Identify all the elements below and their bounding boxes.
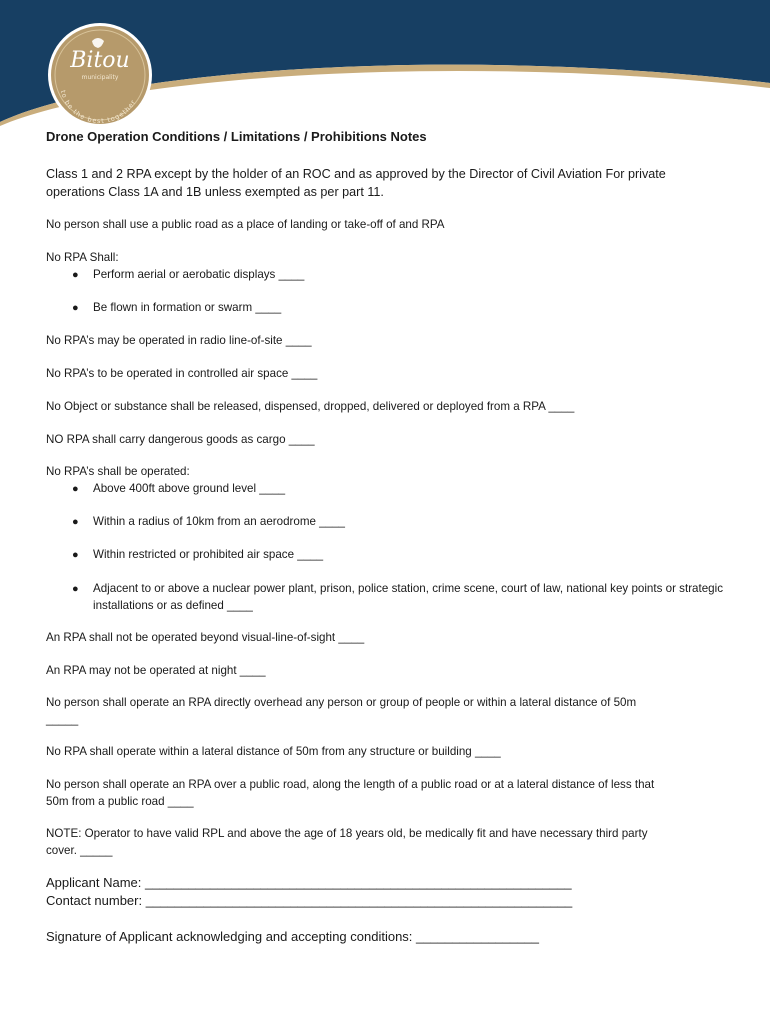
applicant-name-field[interactable]: Applicant Name: ___________________________________________________________ <box>46 875 572 890</box>
note-line-1: NOTE: Operator to have valid RPL and above the age of 18 years old, be medically fit and have necessary third party <box>46 827 648 840</box>
contact-number-field[interactable]: Contact number: ___________________________________________________________ <box>46 893 573 908</box>
note-line-2: cover. _____ <box>46 844 113 857</box>
logo-subtitle: municipality <box>81 74 119 81</box>
document-title: Drone Operation Conditions / Limitations / Prohibitions Notes <box>46 129 427 144</box>
public-road-line-2: 50m from a public road ____ <box>46 795 194 808</box>
bullet-icon: ● <box>72 516 79 528</box>
structure-rule-text: No RPA shall operate within a lateral distance of 50m from any structure or building ____ <box>46 745 501 758</box>
logo-motto: to be the best together <box>58 89 138 126</box>
bullet-icon: ● <box>72 549 79 561</box>
signature-field[interactable]: Signature of Applicant acknowledging and accepting conditions: _________________ <box>46 929 539 944</box>
logo-wordmark: Bitou <box>70 48 130 73</box>
operated-heading: No RPA’s shall be operated: <box>46 465 190 478</box>
overhead-line-1: No person shall operate an RPA directly overhead any person or group of people or within a lateral distance of 50m <box>46 696 637 709</box>
intro-line-1: Class 1 and 2 RPA except by the holder of an ROC and as approved by the Director of Civil Aviation For private <box>46 167 666 181</box>
public-road-line-1: No person shall operate an RPA over a public road, along the length of a public road or at a lateral distance of less that <box>46 778 655 791</box>
bitou-logo <box>46 21 154 129</box>
controlled-airspace-text: No RPA’s to be operated in controlled air space ____ <box>46 367 318 380</box>
road-rule-text: No person shall use a public road as a place of landing or take-off of and RPA <box>46 218 445 231</box>
bullet-icon: ● <box>72 583 79 595</box>
radio-rule-text: No RPA’s may be operated in radio line-of-site ____ <box>46 334 312 347</box>
object-release-text: No Object or substance shall be released, dispensed, dropped, delivered or deployed from a RPA ____ <box>46 400 575 413</box>
no-rpa-shall-heading: No RPA Shall: <box>46 251 119 264</box>
night-rule-text: An RPA may not be operated at night ____ <box>46 664 266 677</box>
bullet-icon: ● <box>72 269 79 281</box>
dangerous-goods-text: NO RPA shall carry dangerous goods as cargo ____ <box>46 433 315 446</box>
intro-line-2: operations Class 1A and 1B unless exempted as per part 11. <box>46 185 384 199</box>
visual-line-text: An RPA shall not be operated beyond visual-line-of-sight ____ <box>46 631 365 644</box>
bullet-icon: ● <box>72 302 79 314</box>
overhead-line-2: _____ <box>46 713 79 726</box>
bullet-icon: ● <box>72 483 79 495</box>
